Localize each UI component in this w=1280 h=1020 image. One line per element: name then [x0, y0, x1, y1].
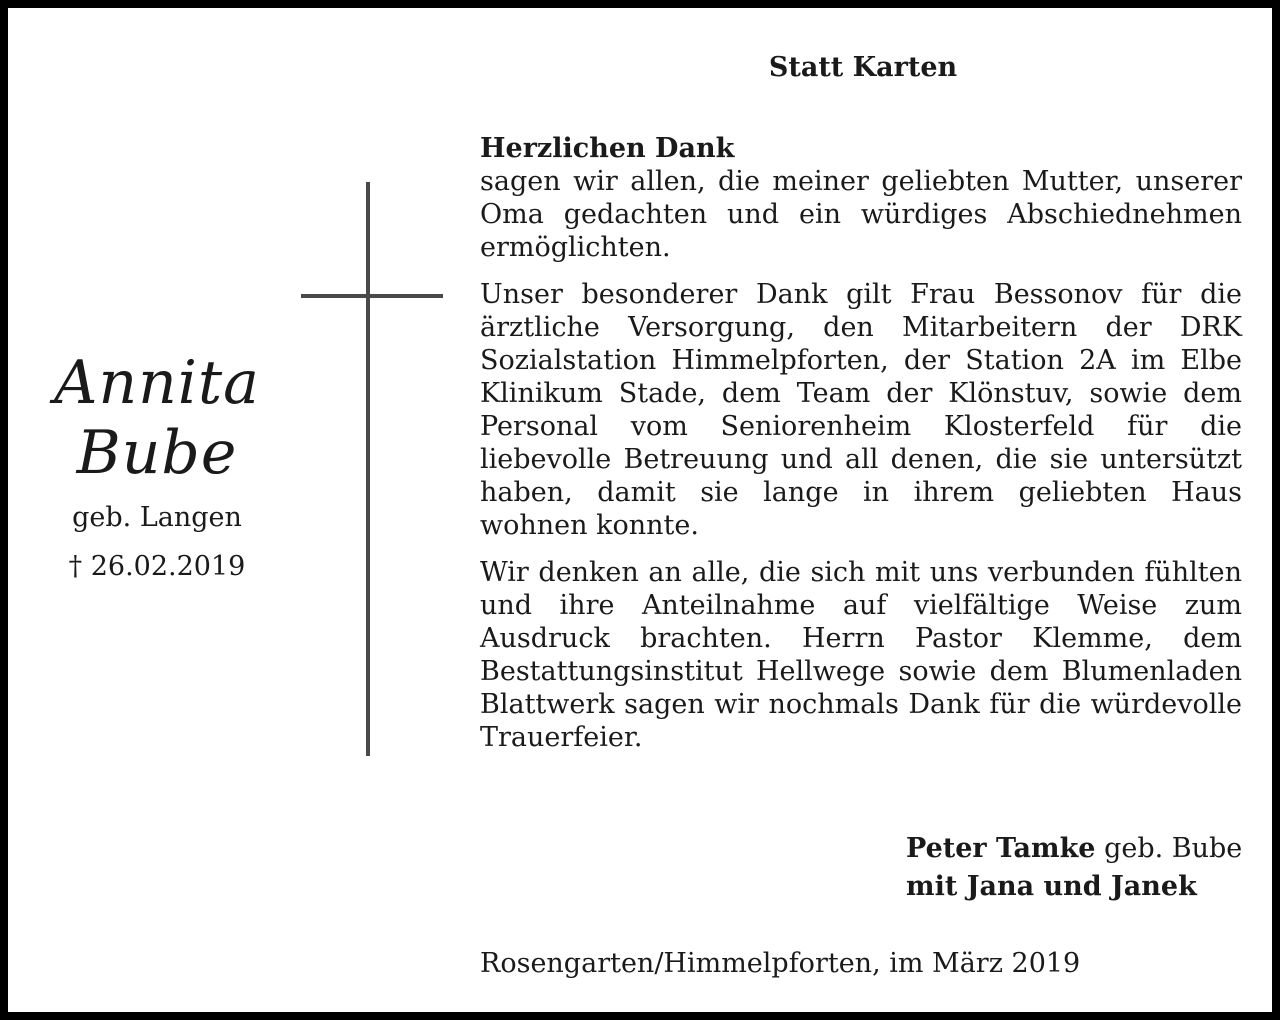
signature-block: [906, 830, 1246, 906]
signature-line-2: mit Jana und Janek: [906, 871, 1197, 902]
paragraph-2: Unser besonderer Dank gilt Frau Bessonov für die ärztliche Versorgung, den Mitarbeitern der DRK Sozialstation Himmelpforten, der Station 2A im Elbe Klinikum Stade, dem Team der Klönstuv, sowie dem Personal vom Seniorenheim Klosterfeld für die liebevolle Betreuung und all denen, die sie untersützt haben, damit sie lange in ihrem geliebten Haus wohnen konnte.: [480, 279, 1242, 541]
main-text: [480, 132, 1242, 768]
paragraph-3: Wir denken an alle, die sich mit uns verbunden fühlten und ihre Anteilnahme auf vielfältige Weise zum Ausdruck brachten. Herrn Pastor Klemme, dem Bestattungsinstitut Hellwege sowie dem Blumenladen Blattwerk sagen wir nochmals Dank für die würdevolle Trauerfeier.: [480, 557, 1242, 753]
signature-line-1: [906, 830, 1246, 868]
signature-name-suffix: geb. Bube: [1095, 833, 1243, 864]
paragraph-1: sagen wir allen, die meiner geliebten Mutter, unserer Oma gedachten und ein würdiges Abschiednehmen ermöglichten.: [480, 166, 1242, 263]
death-date: † 26.02.2019: [68, 551, 246, 582]
maiden-name: geb. Langen: [72, 502, 242, 533]
place-date: Rosengarten/Himmelpforten, im März 2019: [480, 948, 1081, 979]
header-title: Statt Karten: [768, 52, 958, 83]
deceased-first-name: Annita: [54, 348, 260, 418]
deceased-block: [36, 348, 278, 582]
cross-horizontal-bar: [301, 294, 443, 298]
signature-name: Peter Tamke: [906, 833, 1096, 864]
cross-vertical-bar: [366, 182, 370, 756]
deceased-last-name: Bube: [76, 418, 238, 488]
thanks-heading: Herzlichen Dank: [480, 133, 735, 164]
